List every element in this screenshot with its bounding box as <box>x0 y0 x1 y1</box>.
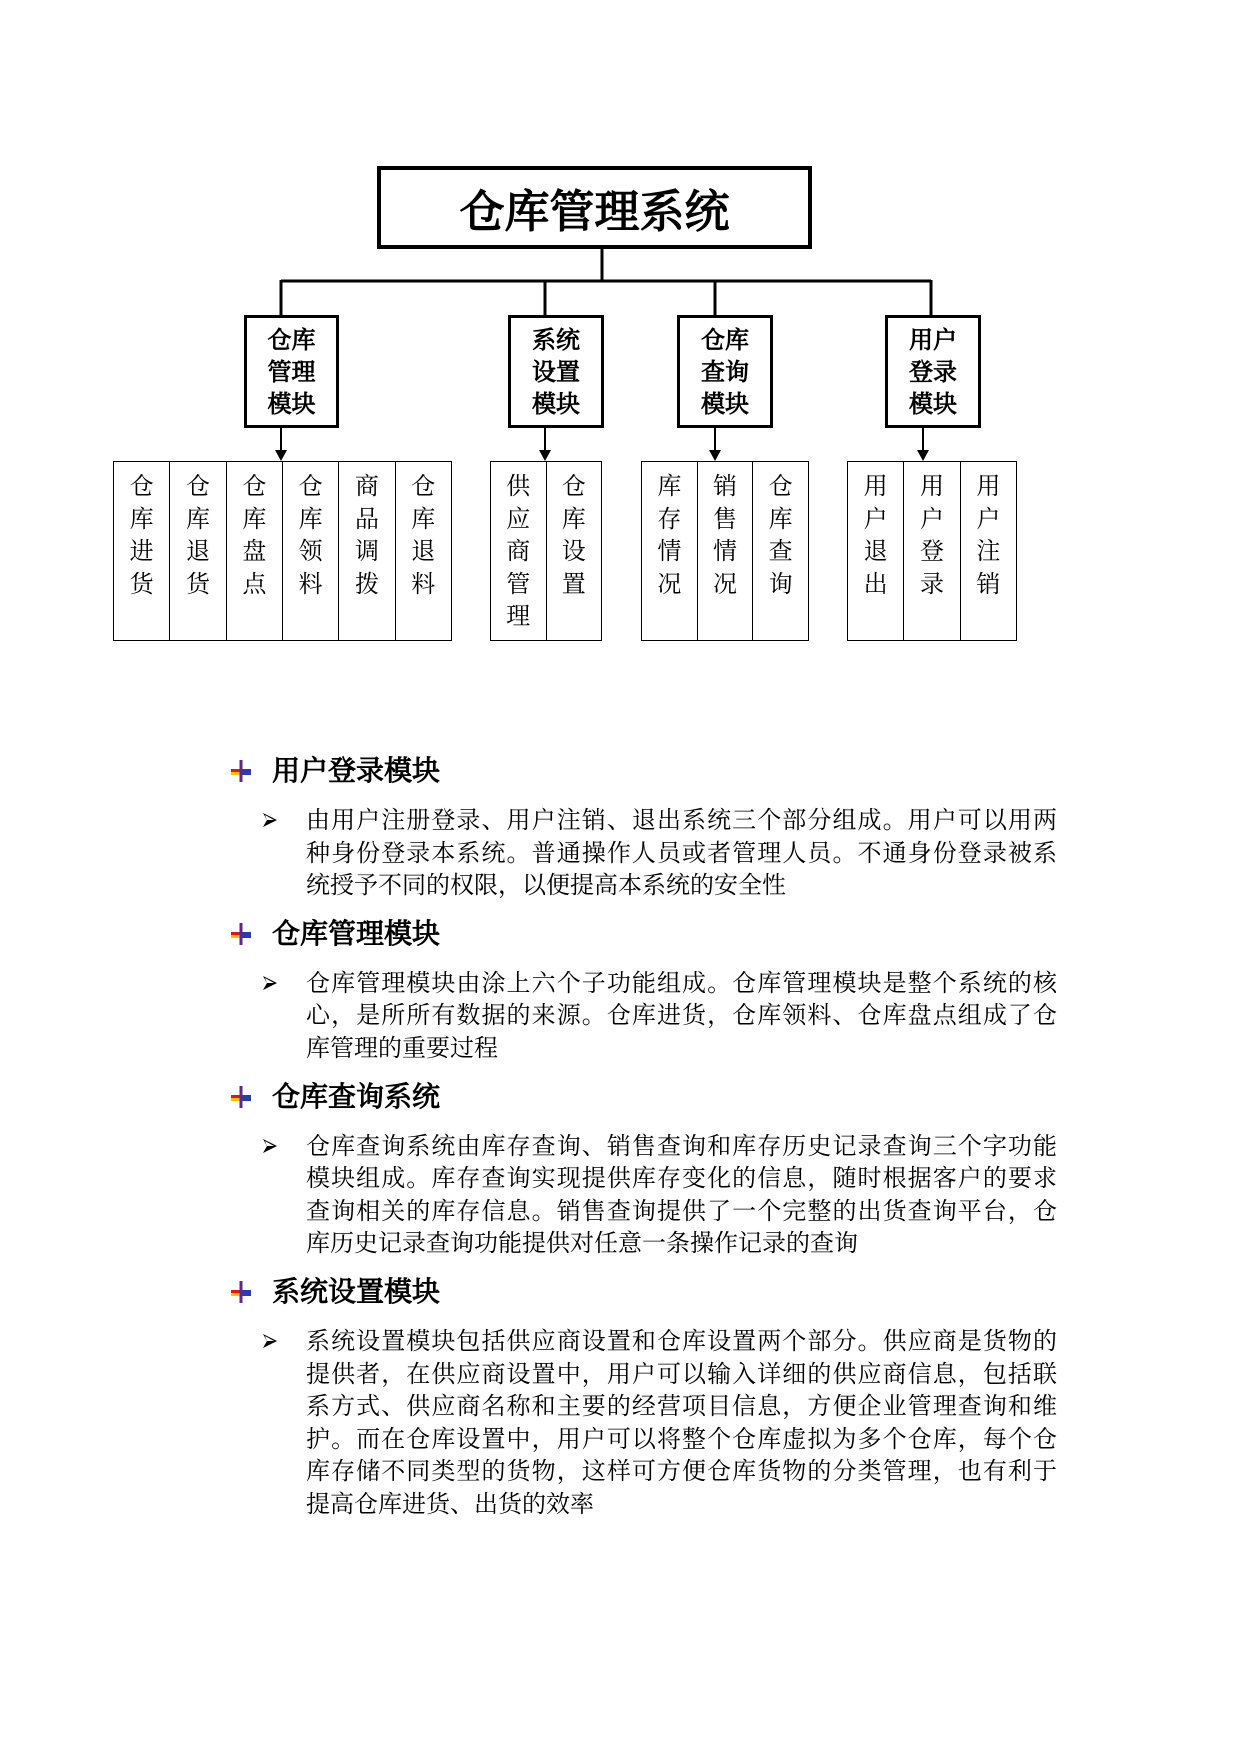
section-heading <box>0 1275 1241 1309</box>
diagram-title: 仓库管理系统 <box>459 185 730 238</box>
paragraph-line: 心，是所所有数据的来源。仓库进货，仓库领料、仓库盘点组成了仓 <box>306 1001 1057 1030</box>
submodule-label: 用户注销 <box>976 472 1001 598</box>
submodule-group-warehouse-management <box>113 461 452 641</box>
paragraph-line: 模块组成。库存查询实现提供库存变化的信息，随时根据客户的要求 <box>306 1164 1057 1193</box>
section-paragraph <box>306 967 1057 1065</box>
module-label: 系统设置模块 <box>532 324 580 418</box>
arrowhead <box>917 450 929 461</box>
paragraph-line: 仓库查询系统由库存查询、销售查询和库存历史记录查询三个字功能 <box>306 1131 1057 1160</box>
submodule-label: 用户登录 <box>919 472 944 598</box>
paragraph-line: 库管理的重要过程 <box>306 1033 498 1062</box>
submodule-label: 仓库盘点 <box>242 472 267 598</box>
paragraph-line: 护。而在仓库设置中，用户可以将整个仓库虚拟为多个仓库，每个仓 <box>306 1424 1057 1453</box>
module-box-warehouse-query <box>677 315 773 428</box>
submodule-label: 库存情况 <box>657 472 682 598</box>
module-descriptions <box>0 754 1241 1536</box>
paragraph-line: 由用户注册登录、用户注销、退出系统三个部分组成。用户可以用两 <box>306 806 1057 834</box>
submodule-cell <box>642 462 697 640</box>
submodule-cell <box>169 462 225 640</box>
paragraph-line: 库历史记录查询功能提供对任意一条操作记录的查询 <box>306 1229 858 1258</box>
section-paragraph <box>306 1325 1057 1521</box>
arrow-bullet-icon <box>262 1138 278 1154</box>
submodule-group-system-settings <box>490 461 602 641</box>
pin-bullet-icon <box>230 760 252 782</box>
submodule-cell <box>903 462 959 640</box>
section-heading <box>0 1080 1241 1114</box>
submodule-label: 仓库查询 <box>768 472 793 598</box>
submodule-label: 销售情况 <box>713 472 737 598</box>
submodule-cell <box>752 462 808 640</box>
arrow-bullet-icon <box>262 1333 278 1349</box>
section-paragraph <box>306 804 1057 902</box>
arrow-bullet-icon <box>262 812 278 828</box>
module-label: 仓库管理模块 <box>267 324 316 418</box>
arrowhead <box>539 450 551 461</box>
module-box-warehouse-management <box>244 315 339 428</box>
submodule-group-user-login <box>847 461 1017 641</box>
pin-bullet-icon <box>230 1281 252 1303</box>
section-heading-text: 用户登录模块 <box>272 754 441 787</box>
submodule-cell <box>114 462 169 640</box>
section-heading-text: 系统设置模块 <box>272 1274 441 1308</box>
submodule-cell <box>960 462 1016 640</box>
submodule-cell <box>697 462 753 640</box>
submodule-label: 商品调拨 <box>354 472 379 598</box>
paragraph-line: 统授予不同的权限，以便提高本系统的安全性 <box>306 871 786 900</box>
submodule-cell <box>282 462 338 640</box>
submodule-group-warehouse-query <box>641 461 809 641</box>
submodule-cell <box>395 462 451 640</box>
section-heading <box>0 917 1241 951</box>
paragraph-line: 提高仓库进货、出货的效率 <box>306 1489 594 1518</box>
arrowhead <box>275 450 287 461</box>
module-box-system-settings <box>508 315 604 428</box>
submodule-cell <box>226 462 282 640</box>
section-heading-text: 仓库管理模块 <box>272 916 441 950</box>
submodule-label: 仓库领料 <box>298 472 323 598</box>
arrowhead <box>709 450 721 461</box>
section-heading <box>0 754 1241 788</box>
submodule-cell <box>848 462 903 640</box>
paragraph-line: 提供者，在供应商设置中，用户可以输入详细的供应商信息，包括联 <box>306 1359 1057 1388</box>
diagram-title-box <box>377 166 812 249</box>
paragraph-line: 仓库管理模块由涂上六个子功能组成。仓库管理模块是整个系统的核 <box>306 968 1057 997</box>
pin-bullet-icon <box>230 1086 252 1108</box>
paragraph-line: 系统设置模块包括供应商设置和仓库设置两个部分。供应商是货物的 <box>306 1326 1057 1355</box>
module-label: 用户登录模块 <box>909 324 957 418</box>
submodule-label: 仓库退货 <box>185 472 210 598</box>
paragraph-line: 库存储不同类型的货物，这样可方便仓库货物的分类管理，也有利于 <box>306 1457 1057 1486</box>
paragraph-line: 种身份登录本系统。普通操作人员或者管理人员。不通身份登录被系 <box>306 838 1057 867</box>
section-heading-text: 仓库查询系统 <box>272 1079 441 1113</box>
submodule-label: 供应商管理 <box>506 472 531 631</box>
submodule-cell <box>491 462 546 640</box>
module-label: 仓库查询模块 <box>701 324 749 418</box>
submodule-label: 仓库设置 <box>561 472 586 598</box>
submodule-label: 用户退出 <box>863 472 888 598</box>
submodule-cell <box>338 462 394 640</box>
arrow-bullet-icon <box>262 975 278 991</box>
submodule-label: 仓库进货 <box>129 472 154 598</box>
module-box-user-login <box>885 315 981 428</box>
pin-bullet-icon <box>230 923 252 945</box>
paragraph-line: 系方式、供应商名称和主要的经营项目信息，方便企业管理查询和维 <box>306 1392 1057 1421</box>
submodule-cell <box>546 462 602 640</box>
paragraph-line: 查询相关的库存信息。销售查询提供了一个完整的出货查询平台，仓 <box>306 1196 1057 1225</box>
submodule-label: 仓库退料 <box>411 472 436 598</box>
section-paragraph <box>306 1130 1057 1260</box>
